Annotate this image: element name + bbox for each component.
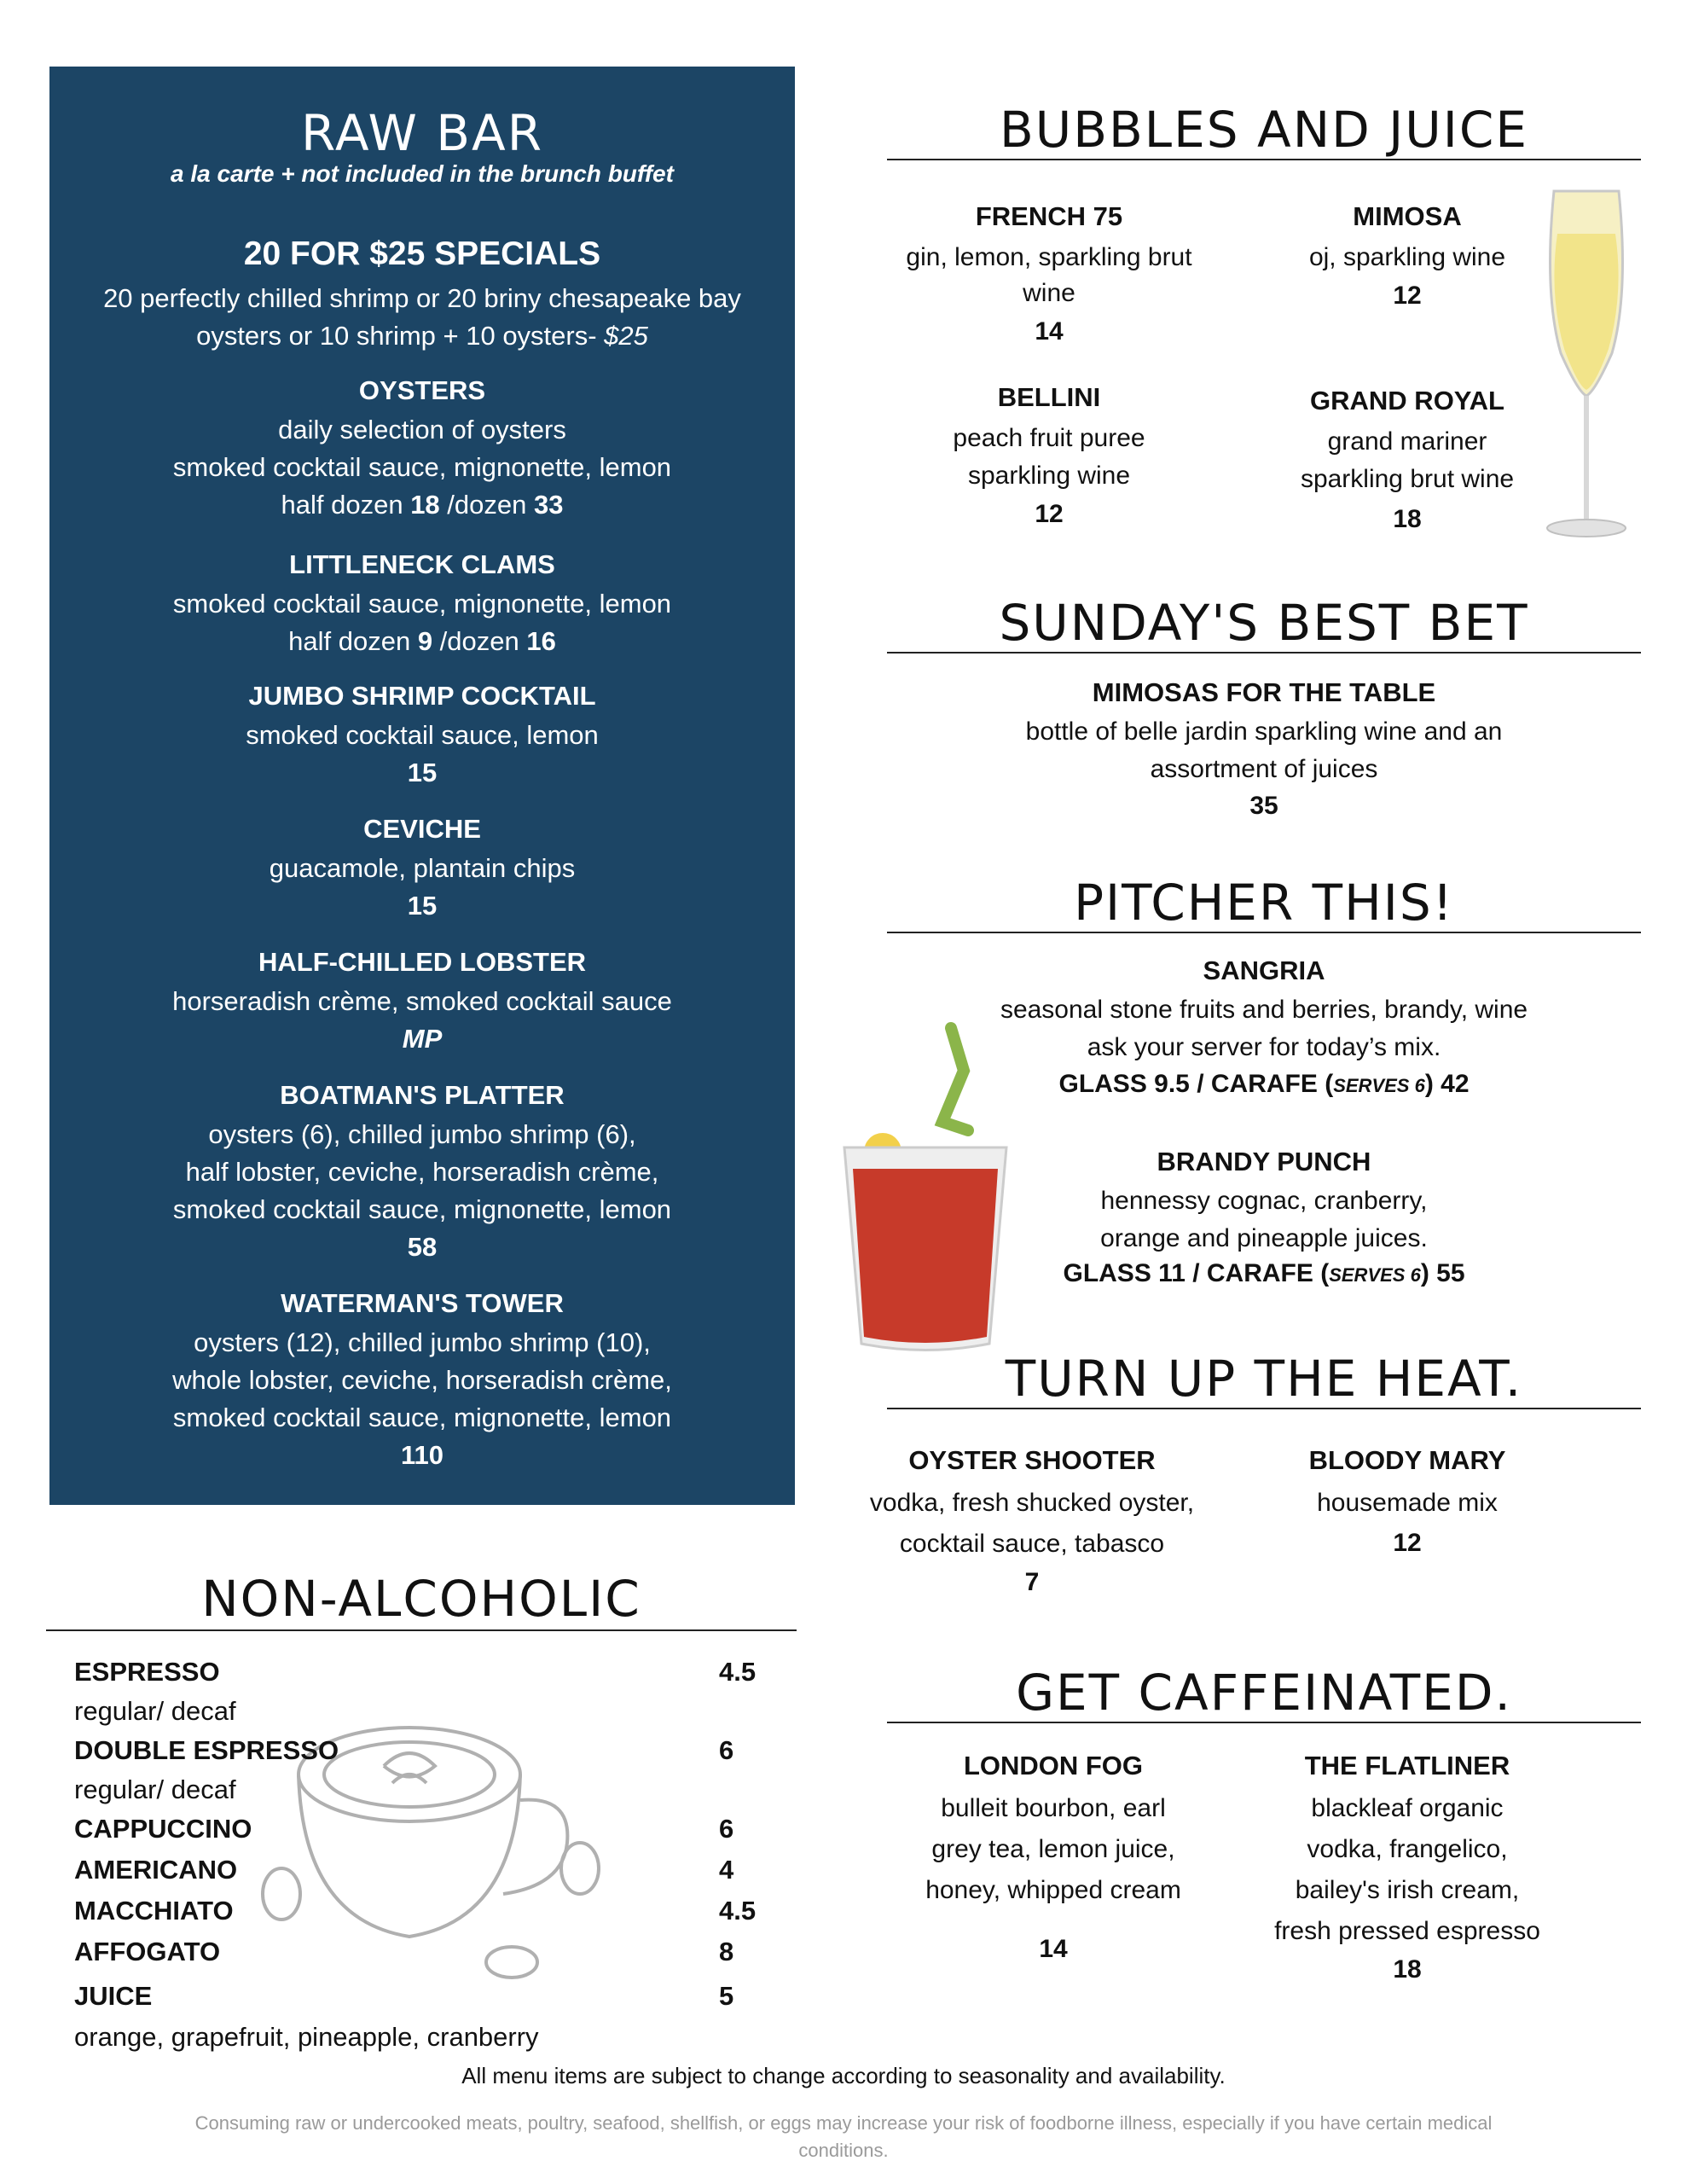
flatliner-line2: vodka, frangelico, [1307,1835,1508,1863]
london-fog-price: 14 [1039,1935,1068,1963]
na-double-espresso-price: 6 [719,1735,734,1765]
bubbles-rule [887,159,1641,160]
sangria-line1: seasonal stone fruits and berries, brandy, wine [1000,996,1528,1024]
footer-warning-line1: Consuming raw or undercooked meats, poultry, seafood, shellfish, or eggs may increase your risk of foodborne illness, especially if you have certain medical [194,2112,1493,2134]
flatliner-price: 18 [1393,1955,1422,1984]
platter-name: BOATMAN'S PLATTER [280,1080,565,1110]
tower-name: WATERMAN'S TOWER [281,1288,564,1318]
brandy-punch-name: BRANDY PUNCH [1157,1147,1371,1176]
oyster-shooter-price: 7 [1024,1568,1040,1596]
bellini-line2: sparkling wine [967,462,1131,490]
sangria-price: GLASS 9.5 / CARAFE (SERVES 6) 42 [1058,1070,1470,1098]
non-alcoholic-title: NON-ALCOHOLIC [201,1570,641,1628]
london-fog-line3: honey, whipped cream [925,1876,1181,1904]
bloody-mary-name: BLOODY MARY [1308,1445,1506,1475]
best-bet-rule [887,652,1641,653]
platter-line1: oysters (6), chilled jumbo shrimp (6), [208,1119,636,1149]
platter-line2: half lobster, ceviche, horseradish crème, [185,1157,659,1187]
tower-line1: oysters (12), chilled jumbo shrimp (10), [194,1327,651,1357]
flatliner-line4: fresh pressed espresso [1274,1917,1540,1945]
best-bet-name: MIMOSAS FOR THE TABLE [1092,677,1436,707]
tower-line2: whole lobster, ceviche, horseradish crème, [172,1365,672,1395]
na-juice-price: 5 [719,1981,734,2011]
non-alcoholic-rule [46,1629,797,1631]
na-juice-desc: orange, grapefruit, pineapple, cranberry [74,2022,539,2052]
raw-bar-subtitle: a la carte + not included in the brunch buffet [171,160,674,187]
oyster-shooter-line2: cocktail sauce, tabasco [899,1530,1165,1558]
best-bet-price: 35 [1249,792,1278,820]
lobster-name: HALF-CHILLED LOBSTER [258,947,587,977]
london-fog-line2: grey tea, lemon juice, [931,1835,1175,1863]
brandy-punch-line1: hennessy cognac, cranberry, [1100,1187,1428,1215]
na-americano-price: 4 [719,1855,734,1885]
ceviche-line1: guacamole, plantain chips [269,853,576,883]
sangria-name: SANGRIA [1203,956,1325,985]
flatliner-line3: bailey's irish cream, [1295,1876,1520,1904]
na-affogato-price: 8 [719,1937,734,1966]
platter-line3: smoked cocktail sauce, mignonette, lemon [172,1194,672,1224]
oysters-line1: daily selection of oysters [278,415,566,444]
shrimp-name: JUMBO SHRIMP COCKTAIL [248,681,596,711]
na-juice-name: JUICE [74,1981,153,2011]
bellini-line1: peach fruit puree [953,424,1145,452]
tower-line3: smoked cocktail sauce, mignonette, lemon [172,1403,672,1432]
specials-title: 20 FOR $25 SPECIALS [243,235,601,272]
na-macchiato-price: 4.5 [719,1896,757,1926]
pitcher-title: PITCHER THIS! [1074,874,1454,932]
pitcher-rule [887,932,1641,933]
flatliner-line1: blackleaf organic [1311,1794,1504,1822]
bubbles-title: BUBBLES AND JUICE [999,101,1528,159]
caffeinated-rule [887,1722,1641,1723]
footer-warning-line2: conditions. [798,2140,889,2161]
clams-price: half dozen 9 /dozen 16 [288,626,556,656]
lobster-price: MP [402,1024,443,1054]
oysters-price: half dozen 18 /dozen 33 [281,490,564,520]
na-espresso-desc: regular/ decaf [74,1696,236,1726]
na-double-espresso-desc: regular/ decaf [74,1774,236,1804]
mimosa-name: MIMOSA [1353,201,1462,231]
caffeinated-title: GET CAFFEINATED. [1016,1664,1512,1722]
oysters-line2: smoked cocktail sauce, mignonette, lemon [172,452,672,482]
ceviche-price: 15 [407,891,438,921]
heat-rule [887,1408,1641,1409]
raw-bar-panel [49,67,795,1505]
london-fog-name: LONDON FOG [963,1751,1144,1780]
flatliner-name: THE FLATLINER [1304,1751,1510,1780]
clams-name: LITTLENECK CLAMS [289,549,555,579]
specials-line1: 20 perfectly chilled shrimp or 20 briny chesapeake bay [103,283,741,313]
na-affogato-name: AFFOGATO [74,1937,221,1966]
grand-royal-price: 18 [1393,505,1422,533]
french75-line1: gin, lemon, sparkling brut [906,243,1192,271]
bellini-name: BELLINI [997,382,1101,412]
mimosa-line1: oj, sparkling wine [1308,243,1506,271]
french75-line2: wine [1023,279,1075,307]
grand-royal-line1: grand mariner [1327,427,1487,456]
brandy-punch-line2: orange and pineapple juices. [1100,1224,1428,1252]
best-bet-title: SUNDAY'S BEST BET [999,594,1529,652]
footer-notice: All menu items are subject to change according to seasonality and availability. [461,2063,1226,2088]
ceviche-name: CEVICHE [363,814,481,844]
mimosa-price: 12 [1393,282,1422,310]
french75-price: 14 [1035,317,1064,346]
na-cappuccino-name: CAPPUCCINO [74,1814,252,1844]
london-fog-line1: bulleit bourbon, earl [941,1794,1166,1822]
specials-line2: oysters or 10 shrimp + 10 oysters- $25 [196,321,648,351]
na-americano-name: AMERICANO [74,1855,238,1885]
oyster-shooter-line1: vodka, fresh shucked oyster, [869,1489,1195,1517]
na-macchiato-name: MACCHIATO [74,1896,234,1926]
bloody-mary-price: 12 [1393,1529,1422,1557]
tower-price: 110 [400,1440,443,1470]
bloody-mary-line1: housemade mix [1317,1489,1498,1517]
best-bet-line2: assortment of juices [1150,755,1378,783]
platter-price: 58 [407,1232,438,1262]
brandy-punch-price: GLASS 11 / CARAFE (SERVES 6) 55 [1063,1259,1465,1287]
na-espresso-price: 4.5 [719,1657,757,1687]
bellini-price: 12 [1035,500,1064,528]
heat-title: TURN UP THE HEAT. [1005,1350,1523,1408]
best-bet-line1: bottle of belle jardin sparkling wine and an [1025,717,1503,746]
na-cappuccino-price: 6 [719,1814,734,1844]
grand-royal-line2: sparkling brut wine [1300,465,1515,493]
na-espresso-name: ESPRESSO [74,1657,220,1687]
oysters-name: OYSTERS [358,375,486,405]
oyster-shooter-name: OYSTER SHOOTER [908,1445,1156,1475]
clams-line1: smoked cocktail sauce, mignonette, lemon [172,589,672,619]
sangria-line2: ask your server for today’s mix. [1087,1033,1441,1061]
raw-bar-title: RAW BAR [300,104,543,162]
na-double-espresso-name: DOUBLE ESPRESSO [74,1735,339,1765]
french75-name: FRENCH 75 [975,201,1123,231]
grand-royal-name: GRAND ROYAL [1310,386,1504,415]
shrimp-price: 15 [407,758,438,787]
lobster-line1: horseradish crème, smoked cocktail sauce [172,986,672,1016]
specials-price: $25 [604,321,648,351]
shrimp-line1: smoked cocktail sauce, lemon [246,720,599,750]
